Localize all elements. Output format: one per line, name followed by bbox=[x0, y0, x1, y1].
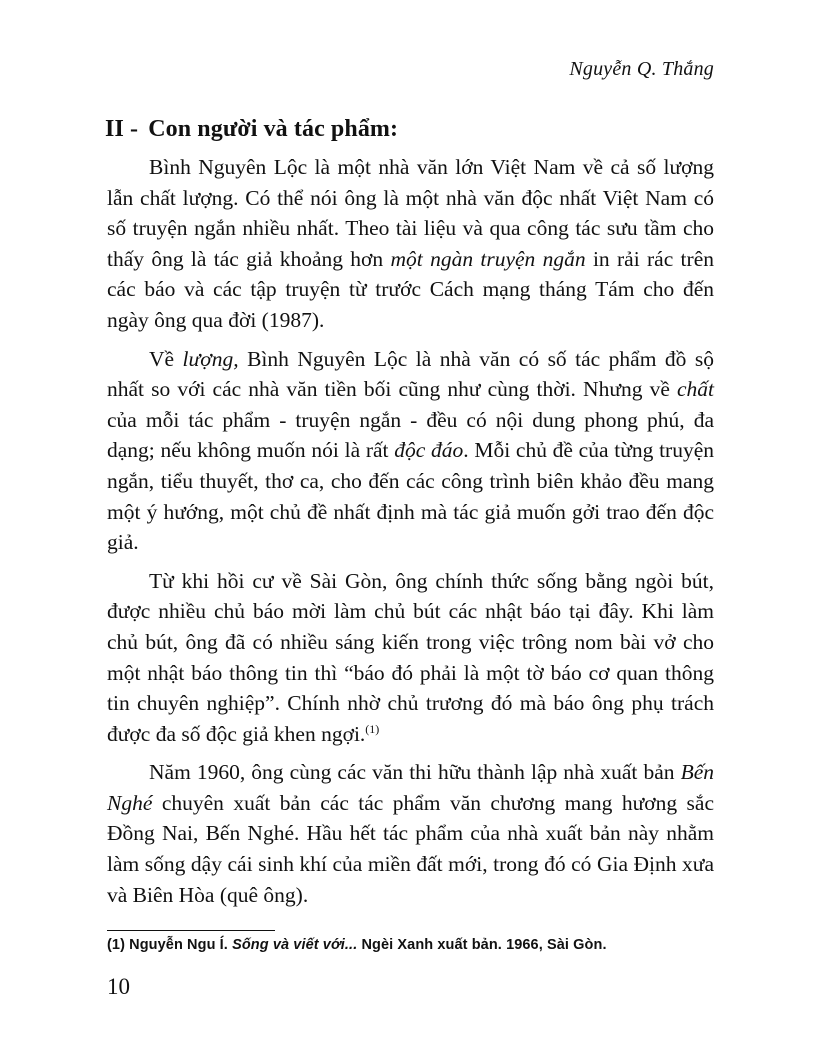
section-heading bbox=[105, 116, 398, 143]
text-run: Năm 1960, ông cùng các văn thi hữu thành lập nhà xuất bản bbox=[149, 760, 681, 785]
italic-text: Bến Nghé bbox=[107, 760, 714, 815]
section-number: II - bbox=[105, 116, 139, 142]
text-run: chuyên xuất bản các tác phẩm văn chương mang hương sắc Đồng Nai, Bến Nghé. Hầu hết tác phẩm của nhà xuất bản này nhằm làm sống dậy cái sinh khí của miền đất mới, trong đó có Gia Định xưa và Biên Hòa (quê ông). bbox=[107, 790, 714, 907]
section-title-text: Con người và tác phẩm: bbox=[148, 116, 399, 142]
italic-text: chất bbox=[676, 377, 714, 402]
text-run: (1) Nguyễn Ngu Í. bbox=[107, 937, 233, 953]
body-text bbox=[107, 152, 714, 910]
text-run: in rải rác trên các báo và các tập truyện từ trước Cách mạng tháng Tám cho đến ngày ông qua đời (1987). bbox=[107, 246, 714, 332]
text-run: Về bbox=[149, 346, 183, 371]
running-head-author: Nguyễn Q. Thắng bbox=[569, 58, 714, 80]
text-run: Từ khi hồi cư về Sài Gòn, ông chính thức sống bằng ngòi bút, được nhiều chủ báo mời làm chủ bút các nhật báo tại đây. Khi làm chủ bút, ông đã có nhiều sáng kiến trong việc trông nom bài vở cho một nhật báo thông tin thì “báo đó phải là một tờ báo cơ quan thông tin chuyên nghiệp”. Chính nhờ chủ trương đó mà báo ông phụ trách được đa số độc giả khen ngợi. bbox=[107, 568, 714, 746]
italic-text: độc đáo bbox=[394, 438, 464, 463]
text-run: Bình Nguyên Lộc là nhà văn có số tác phẩm đồ sộ nhất so với các nhà văn tiền bối cũng như cùng thời. Nhưng về bbox=[107, 346, 714, 402]
text-run: Bình Nguyên Lộc là một nhà văn lớn Việt Nam về cả số lượng lẫn chất lượng. Có thể nói ông là một nhà văn độc nhất Việt Nam có số truyện ngắn nhiều nhất. Theo tài liệu và qua công tác sưu tầm cho thấy ông là tác giả khoảng hơn bbox=[107, 155, 714, 271]
footnote-marker: (1) bbox=[365, 721, 380, 736]
italic-text: lượng, bbox=[182, 346, 239, 371]
paragraph bbox=[107, 566, 714, 750]
paragraph bbox=[107, 344, 714, 558]
italic-text: một ngàn truyện ngắn bbox=[390, 246, 586, 271]
text-run: Ngèi Xanh xuất bản. 1966, Sài Gòn. bbox=[357, 937, 607, 953]
paragraph bbox=[107, 757, 714, 910]
italic-text: Sống và viết với... bbox=[232, 937, 358, 953]
footnote bbox=[107, 937, 607, 953]
text-run: của mỗi tác phẩm - truyện ngắn - đều có nội dung phong phú, đa dạng; nếu không muốn nói là rất bbox=[107, 407, 714, 463]
text-run: . Mỗi chủ đề của từng truyện ngắn, tiểu thuyết, thơ ca, cho đến các công trình biên khảo đều mang một ý hướng, một chủ đề nhất định mà tác giả muốn gởi trao đến độc giả. bbox=[107, 438, 714, 555]
paragraph bbox=[107, 152, 714, 336]
page-number: 10 bbox=[107, 974, 130, 999]
footnote-divider bbox=[107, 930, 275, 931]
book-page bbox=[107, 0, 714, 1056]
